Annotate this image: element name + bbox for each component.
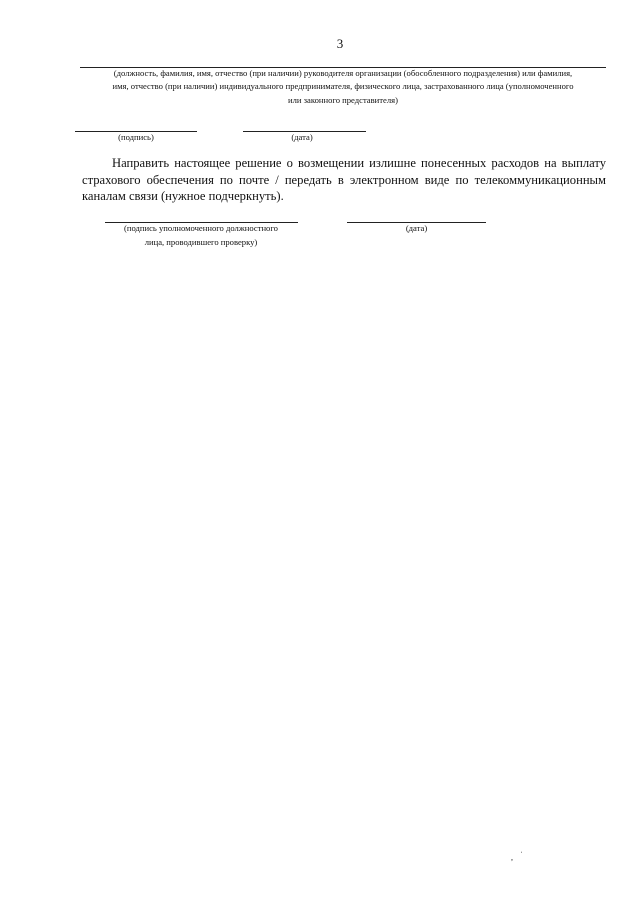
official-signature-label-line-1: (подпись уполномоченного должностного	[124, 223, 278, 233]
instruction-text: Направить настоящее решение о возмещении излишне понесенных расходов на выплату страхового обеспечения по почте / передать в электронном виде по телекоммуникационным каналам связи (нужное подчеркнуть).	[82, 156, 606, 203]
official-signature-label-line-2: лица, проводившего проверку)	[144, 237, 258, 247]
instruction-paragraph	[82, 155, 606, 205]
scan-mark: ˌ	[520, 844, 523, 853]
caption-line-3: или законного представителя)	[288, 95, 398, 105]
scan-mark: ,	[511, 853, 513, 862]
page-number: 3	[336, 36, 344, 51]
caption-line-2: имя, отчество (при наличии) индивидуального предпринимателя, физического лица, застрахованного лица (уполномоченного	[112, 81, 574, 91]
date-label: (дата)	[291, 132, 313, 142]
caption-line-1: (должность, фамилия, имя, отчество (при наличии) руководителя организации (обособленного подразделения) или фамилия,	[113, 68, 573, 78]
signature-label: (подпись)	[118, 132, 154, 142]
official-date-label: (дата)	[405, 223, 428, 233]
